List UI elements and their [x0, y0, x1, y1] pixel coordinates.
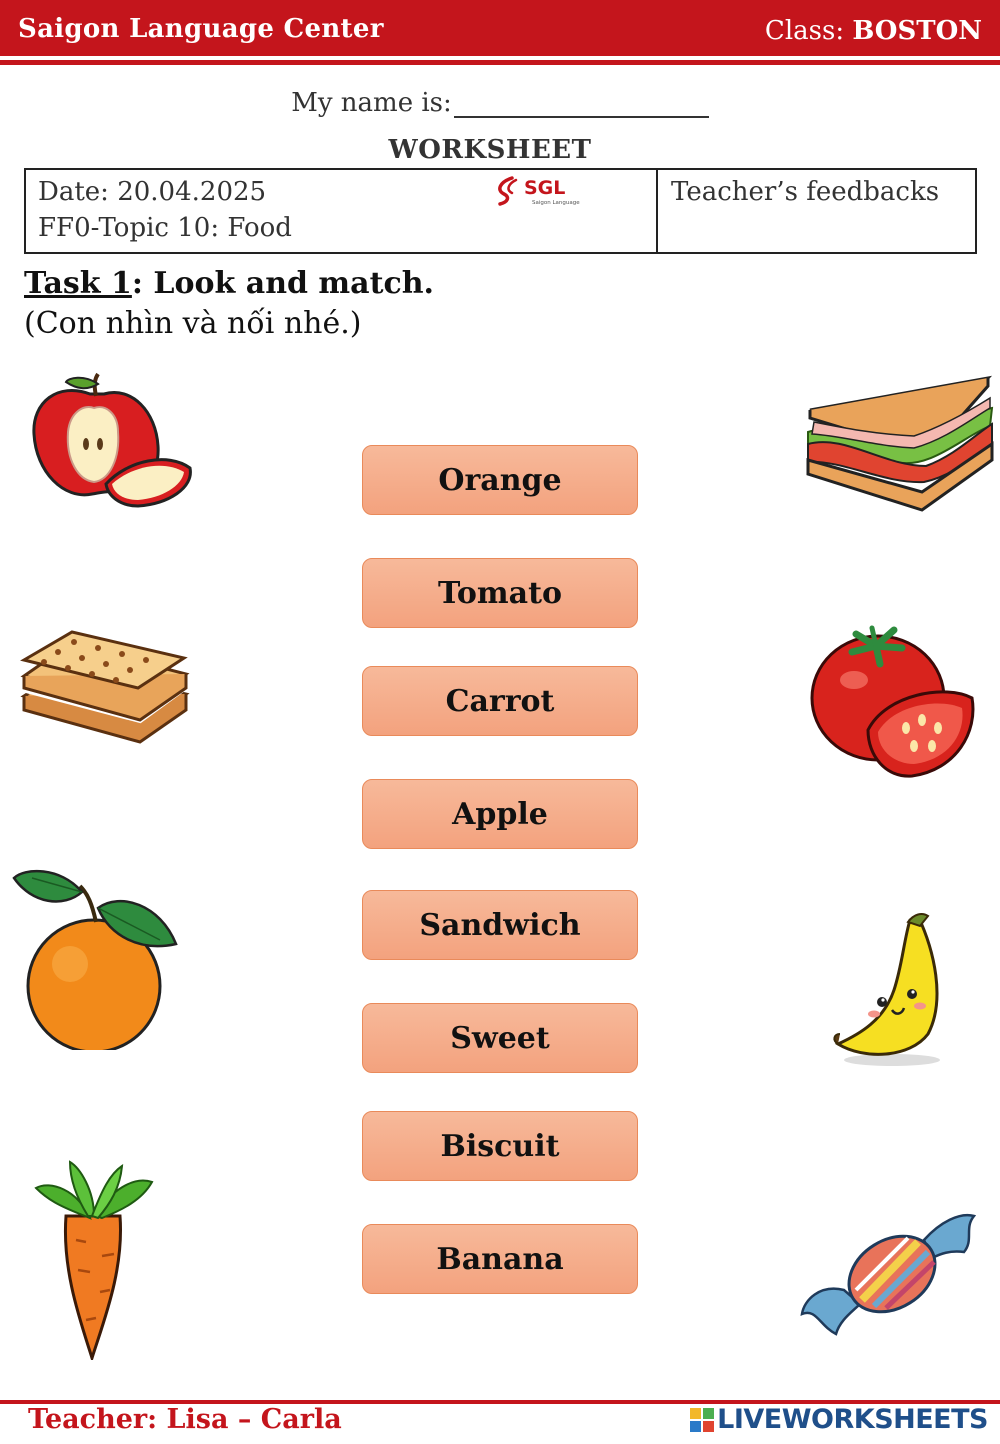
name-prompt-label: My name is:	[291, 88, 452, 118]
tomato-icon[interactable]	[806, 624, 978, 780]
candy-icon[interactable]	[800, 1196, 976, 1338]
orange-icon[interactable]	[10, 864, 182, 1050]
word-box-banana[interactable]: Banana	[362, 1224, 638, 1294]
logo-subtext: Saigon Language	[532, 200, 580, 206]
sandwich-icon[interactable]	[804, 374, 994, 514]
task-title-text: : Look and match.	[131, 266, 434, 301]
liveworksheets-text: LIVEWORKSHEETS	[717, 1404, 988, 1435]
word-box-sweet[interactable]: Sweet	[362, 1003, 638, 1073]
word-box-tomato[interactable]: Tomato	[362, 558, 638, 628]
biscuit-icon[interactable]	[20, 630, 190, 752]
logo-text: SGL	[524, 177, 566, 199]
class-label	[765, 16, 982, 46]
teacher-name: Teacher: Lisa – Carla	[28, 1404, 342, 1435]
sgl-logo-icon	[494, 174, 594, 208]
name-input-line[interactable]	[454, 94, 709, 118]
header-divider	[0, 60, 1000, 65]
worksheet-title: WORKSHEET	[388, 135, 592, 165]
class-value: BOSTON	[852, 16, 982, 46]
task-subtitle: (Con nhìn và nối nhé.)	[24, 306, 362, 341]
word-box-apple[interactable]: Apple	[362, 779, 638, 849]
info-table	[24, 168, 977, 254]
word-box-sandwich[interactable]: Sandwich	[362, 890, 638, 960]
word-box-biscuit[interactable]: Biscuit	[362, 1111, 638, 1181]
task-title	[24, 266, 434, 301]
class-label-text: Class:	[764, 16, 845, 46]
topic-text: FF0-Topic 10: Food	[38, 213, 292, 243]
liveworksheets-logo-icon	[689, 1407, 715, 1433]
carrot-icon[interactable]	[30, 1160, 158, 1360]
center-name: Saigon Language Center	[18, 14, 384, 44]
task-label: Task 1	[24, 266, 132, 301]
word-box-orange[interactable]: Orange	[362, 445, 638, 515]
name-prompt	[0, 88, 1000, 118]
header-bar	[0, 0, 1000, 56]
liveworksheets-brand[interactable]	[689, 1404, 988, 1435]
feedback-label: Teacher’s feedbacks	[671, 177, 940, 207]
word-box-carrot[interactable]: Carrot	[362, 666, 638, 736]
date-text: Date: 20.04.2025	[38, 177, 267, 207]
banana-icon[interactable]	[830, 910, 942, 1068]
apple-icon[interactable]	[28, 372, 196, 514]
info-left-cell	[26, 170, 658, 252]
